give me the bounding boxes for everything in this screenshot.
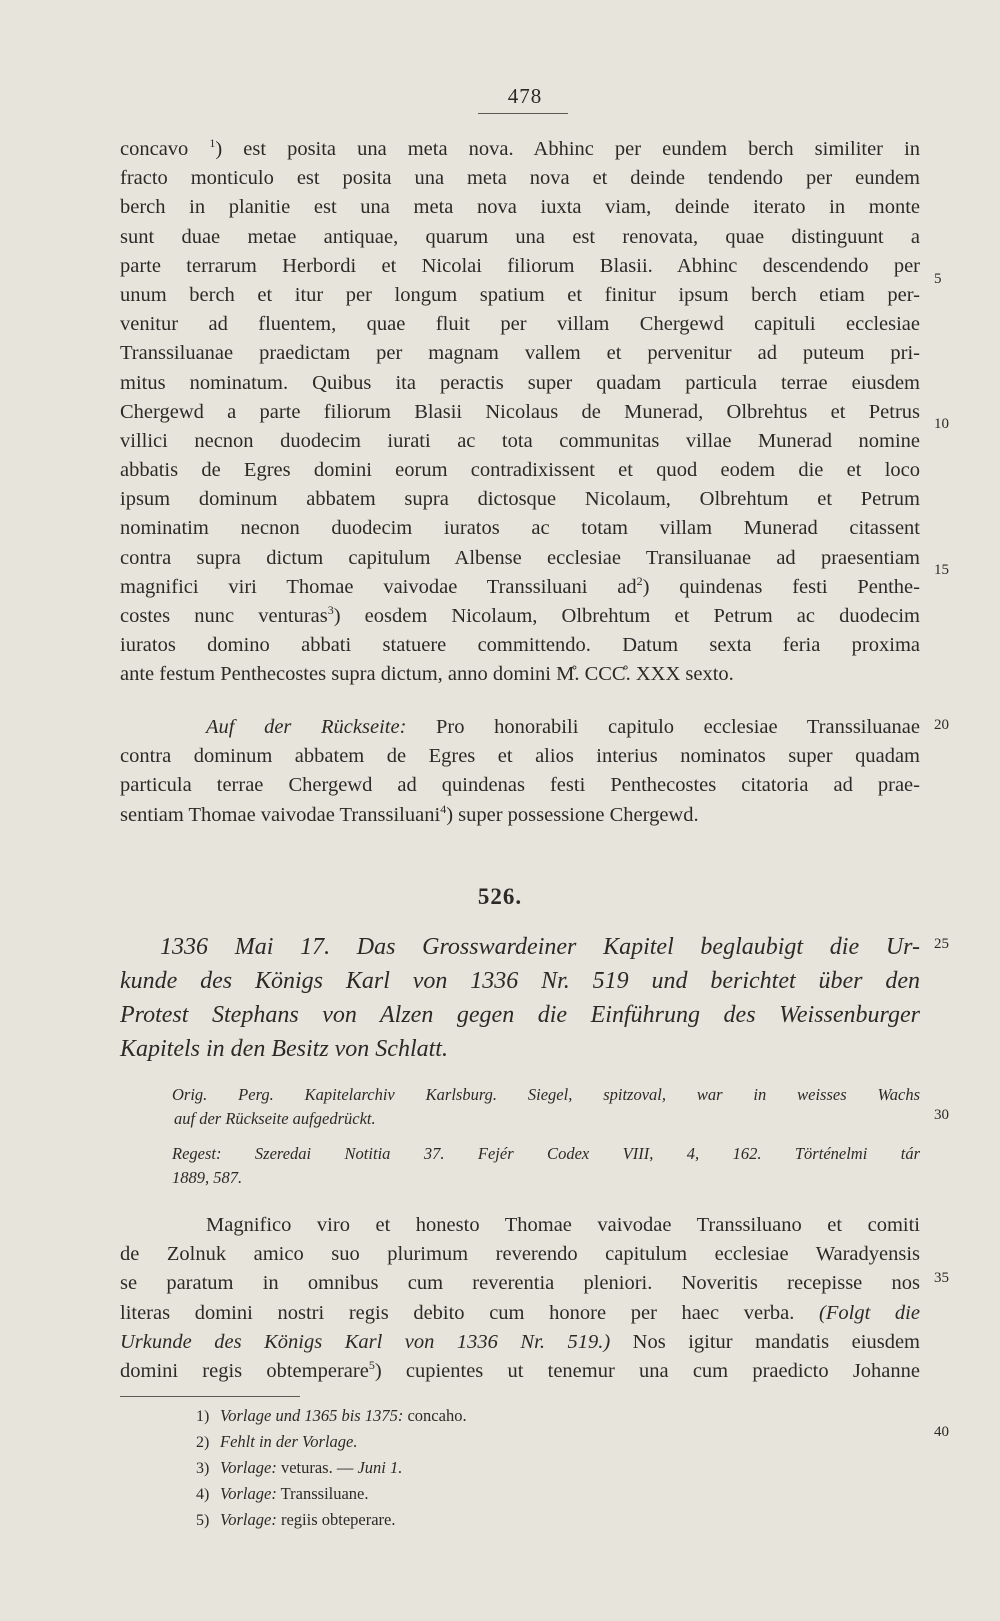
heading-line: kunde des Königs Karl von 1336 Nr. 519 und berichtet über den xyxy=(120,968,920,994)
body-text-top xyxy=(120,135,920,690)
text-line: sentiam Thomae vaivodae Transsiluani$^4$) super possessione Chergewd. xyxy=(120,801,699,826)
text-line: iuratos domino abbati statuere committendo. Datum sexta feria proxima xyxy=(120,634,920,657)
page-number: 478 xyxy=(507,84,543,108)
text-line: villici necnon duodecim iurati ac tota communitas villae Munerad nomine xyxy=(120,429,920,452)
footnote-3: 3) Vorlage: veturas. — Juni 1. xyxy=(196,1458,403,1477)
footnote-1: 1) Vorlage und 1365 bis 1375: concaho. xyxy=(196,1406,467,1425)
margin-line-number: 25 xyxy=(934,936,949,952)
footnote-5: 5) Vorlage: regiis obteperare. xyxy=(196,1510,396,1529)
footnote-rule xyxy=(120,1396,300,1397)
source-note-original xyxy=(120,1083,920,1131)
footnote-4: 4) Vorlage: Transsiluane. xyxy=(196,1484,369,1503)
source-line: auf der Rückseite aufgedrückt. xyxy=(174,1109,376,1128)
text-line: domini regis obtemperare$^5$) cupientes ut tenemur una cum praedicto Johanne xyxy=(120,1358,920,1382)
text-line: de Zolnuk amico suo plurimum reverendo capitulum ecclesiae Waradyensis xyxy=(120,1243,920,1266)
text-line: fracto monticulo est posita una meta nova et deinde tendendo per eundem xyxy=(120,167,920,190)
text-line: sunt duae metae antiquae, quarum una est renovata, quae distinguunt a xyxy=(120,225,920,248)
source-line: Regest: Szeredai Notitia 37. Fejér Codex VIII, 4, 162. Történelmi tár xyxy=(172,1144,920,1163)
text-line: mitus nominatum. Quibus ita peractis super quadam particula terrae eiusdem xyxy=(120,371,920,394)
text-line: Urkunde des Königs Karl von 1336 Nr. 519.) Nos igitur mandatis eiusdem xyxy=(120,1330,920,1353)
text-line: nominatim necnon duodecim iuratos ac totam villam Munerad citassent xyxy=(120,517,920,540)
text-line: magnifici viri Thomae vaivodae Transsiluani $ad^2$) quindenas festi Penthe- xyxy=(120,573,920,598)
body-text-bottom xyxy=(120,1211,920,1386)
text-line: parte terrarum Herbordi et Nicolai filiorum Blasii. Abhinc descendendo per xyxy=(120,254,920,277)
heading-line: Kapitels in den Besitz von Schlatt. xyxy=(120,1036,448,1062)
text-line: ante festum Penthecostes supra dictum, anno domini M̊. CCC̊. XXX sexto. xyxy=(120,663,734,686)
text-line: Transsiluanae praedictam per magnam vallem et pervenitur ad puteum pri- xyxy=(120,342,920,365)
endorsement xyxy=(120,713,920,830)
source-note-regest xyxy=(120,1142,920,1190)
margin-line-number: 10 xyxy=(934,416,949,432)
text-line: costes nunc venturas$^3$) eosdem Nicolaum, Olbrehtum et Petrum ac duodecim xyxy=(120,603,920,627)
heading-line: 1336 Mai 17. Das Grosswardeiner Kapitel beglaubigt die Ur- xyxy=(160,934,920,960)
text-line: Magnifico viro et honesto Thomae vaivodae Transsiluano et comiti xyxy=(206,1214,920,1236)
source-line: Orig. Perg. Kapitelarchiv Karlsburg. Siegel, spitzoval, war in weisses Wachs xyxy=(172,1085,920,1104)
regest-heading xyxy=(120,930,920,1066)
margin-line-number: 20 xyxy=(934,717,949,733)
page-number-rule xyxy=(478,113,568,114)
endorsement-label: Auf der Rückseite: xyxy=(206,716,407,738)
text-line: unum berch et itur per longum spatium et finitur ipsum berch etiam per- xyxy=(120,283,920,306)
source-line: 1889, 587. xyxy=(172,1168,243,1187)
text-line: abbatis de Egres domini eorum contradixissent et quod eodem die et loco xyxy=(120,459,920,482)
text-line: contra dominum abbatem de Egres et alios interius nominatos super quadam xyxy=(120,745,920,768)
text-line: Chergewd a parte filiorum Blasii Nicolaus de Munerad, Olbrehtus et Petrus xyxy=(120,400,920,423)
text-line: se paratum in omnibus cum reverentia pleniori. Noveritis recepisse nos xyxy=(120,1272,920,1295)
text-line: contra supra dictum capitulum Albense ecclesiae Transiluanae ad praesentiam xyxy=(120,546,920,569)
margin-line-number: 15 xyxy=(934,562,949,578)
text-line: concavo $^1$) est posita una meta nova. Abhinc per eundem berch similiter in xyxy=(120,136,921,160)
text-line: berch in planitie est una meta nova iuxta viam, deinde iterato in monte xyxy=(120,196,920,219)
margin-line-number: 35 xyxy=(934,1270,949,1286)
text-line: literas domini nostri regis debito cum honore per haec verba. (Folgt die xyxy=(120,1301,920,1324)
text-line: venitur ad fluentem, quae fluit per villam Chergewd capituli ecclesiae xyxy=(120,313,920,336)
text-line: particula terrae Chergewd ad quindenas festi Penthecostes citatoria ad prae- xyxy=(120,774,920,797)
margin-line-number: 40 xyxy=(934,1424,949,1440)
document-number: 526. xyxy=(477,884,523,909)
margin-line-number: 30 xyxy=(934,1107,949,1123)
footnote-2: 2) Fehlt in der Vorlage. xyxy=(196,1432,358,1451)
text-line: ipsum dominum abbatem supra dictosque Nicolaum, Olbrehtum et Petrum xyxy=(120,488,920,511)
text-line: Auf der Rückseite: Pro honorabili capitulo ecclesiae Transsiluanae xyxy=(206,716,920,738)
heading-line: Protest Stephans von Alzen gegen die Einführung des Weissenburger xyxy=(120,1002,920,1028)
margin-line-number: 5 xyxy=(934,271,942,287)
